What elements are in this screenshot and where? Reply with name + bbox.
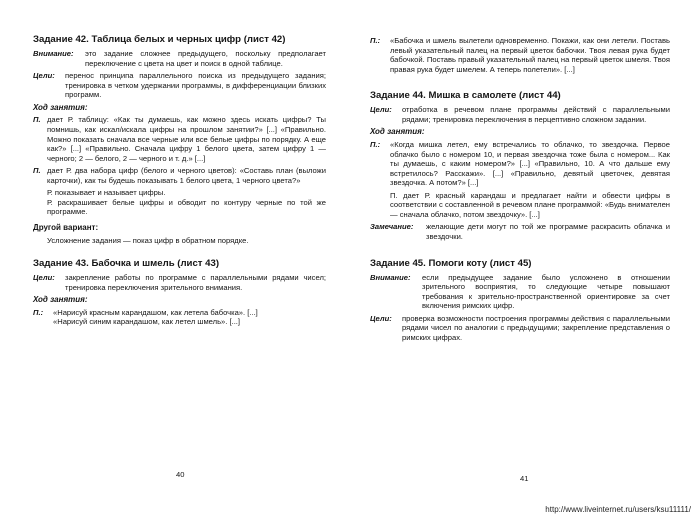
attention-text: это задание сложнее предыдущего, поскольку предполагает переключение с цвета на цвет и поиск в одной таблице. [85, 49, 326, 68]
task-44-goals [370, 105, 670, 124]
goals-label: Цели: [33, 71, 55, 81]
continuation-text: «Бабочка и шмель вылетели одновременно. Покажи, как они летели. Поставь левый указательный палец на первый цветок бабочки. Твоя левая рука будет бабочкой. Поставь правый указательный палец на первый цветок шмеля. Твоя правая рука будет шмелем. А теперь полетели». [...] [390, 36, 670, 74]
step-line-2: «Нарисуй синим карандашом, как летел шмель». [...] [53, 317, 241, 327]
goals-text: отработка в речевом плане программы действий с параллельными рядами; тренировка переключения в перцептивно сложном задании. [402, 105, 670, 124]
goals-text: закрепление работы по программе с параллельными рядами чисел; тренировка переключения зрительного внимания. [65, 273, 326, 292]
note-text: желающие дети могут по той же программе раскрасить облачка и звездочки. [426, 222, 670, 241]
task-44-step [370, 140, 670, 188]
task-42-child-action-1: Р. показывает и называет цифры. [47, 188, 166, 198]
task-43-goals [33, 273, 326, 292]
right-page-number: 41 [520, 474, 529, 483]
left-page [33, 34, 326, 330]
goals-label: Цели: [370, 313, 392, 323]
step-text: «Когда мишка летел, ему встречались то облачко, то звездочка. Первое облачко было с номером 10, и первая звездочка тоже была с номером... Как ты думаешь, с каким номером?» [...] «Правильно, 10. А что дальше ему встретилось? Расскажи». [...] «Правильно, девятый цветочек, девятая звездочка. А потом?» [...] [390, 140, 670, 188]
task-42-variant-text: Усложнение задания — показ цифр в обратном порядке. [47, 235, 249, 245]
task-44-step-2: П. дает Р. красный карандаш и предлагает найти и обвести цифры в соответствии с составленной в речевом плане программой: «Будь внимателен — сначала облачко, потом звездочку». [...] [390, 190, 670, 219]
goals-text: проверка возможности построения программы действия с параллельными рядами чисел по аналогии с предыдущими; закрепление представления о римских цифрах. [402, 313, 670, 342]
task-45-attention [370, 273, 670, 311]
attention-text: если предыдущее задание было усложнено в отношении зрительного восприятия, то следующие четыре повышают требования к зрительно-пространственной ориентировке за счет включения римских цифр. [422, 272, 670, 311]
task-44-title: Задание 44. Мишка в самолете (лист 44) [370, 90, 561, 102]
right-page [370, 36, 670, 346]
task-43-continuation [370, 36, 670, 74]
task-44-procedure-heading: Ход занятия: [370, 127, 425, 137]
step-lines [53, 308, 326, 327]
step-line-1: «Нарисуй красным карандашом, как летела бабочка». [...] [53, 307, 258, 317]
task-45-goals [370, 314, 670, 343]
task-42-step-1 [33, 115, 326, 163]
goals-label: Цели: [370, 105, 392, 115]
teacher-label: П.: [370, 140, 381, 150]
task-42-attention [33, 49, 326, 68]
note-label: Замечание: [370, 222, 414, 232]
task-43-step [33, 308, 326, 327]
task-42-step-2 [33, 166, 326, 185]
step-text: дает Р. таблицу: «Как ты думаешь, как можно здесь искать цифры? Ты помнишь, как искал/искала цифры на прошлом занятии?» [...] «Правильно. Можно показать сначала все черные или все белые цифры по порядку. А еще как?» [...] «Правильно. Сначала цифру 1 белого цвета, затем цифру 1 — черного; 2 — белого, 2 — черного и т. д.» [...] [47, 115, 326, 163]
watermark-url: http://www.liveinternet.ru/users/ksu11111/ [545, 505, 691, 514]
left-page-number: 40 [176, 470, 185, 479]
task-42-variant-heading: Другой вариант: [33, 222, 99, 232]
goals-label: Цели: [33, 273, 55, 283]
teacher-label: П.: [33, 307, 44, 317]
goals-text: перенос принципа параллельного поиска из предыдущего задания; тренировка в четком удержании программы, в дифференциации близких программ. [65, 71, 326, 100]
task-42-title: Задание 42. Таблица белых и черных цифр (лист 42) [33, 34, 286, 45]
step-text: дает Р. два набора цифр (белого и черного цветов): «Составь план (выложи карточки), как ты будешь показывать 1 белого цвета, 1 черного цвета?» [47, 166, 326, 185]
task-44-note [370, 222, 670, 241]
task-42-child-action-2: Р. раскрашивает белые цифры и обводит по контуру черные по той же программе. [47, 197, 326, 217]
task-42-goals [33, 71, 326, 100]
attention-label: Внимание: [370, 272, 411, 282]
task-42-procedure-heading: Ход занятия: [33, 102, 88, 112]
task-45-title: Задание 45. Помоги коту (лист 45) [370, 257, 532, 269]
task-43-title: Задание 43. Бабочка и шмель (лист 43) [33, 258, 220, 270]
teacher-label: П.: [370, 36, 381, 45]
teacher-label: П. [33, 166, 41, 176]
attention-label: Внимание: [33, 49, 74, 59]
task-43-procedure-heading: Ход занятия: [33, 295, 88, 305]
teacher-label: П. [33, 115, 41, 125]
